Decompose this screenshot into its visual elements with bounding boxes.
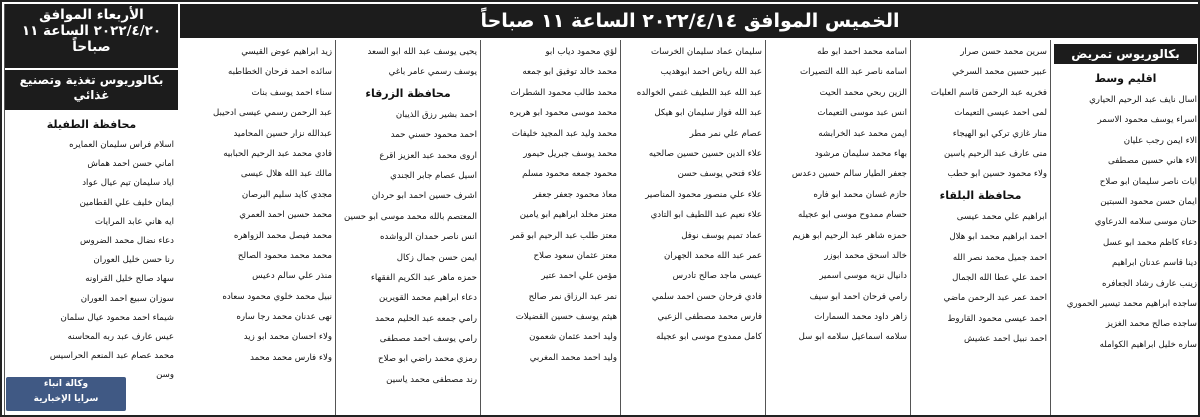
name-entry: محمد خالد توفيق ابو جمعه: [522, 67, 617, 78]
name-entry: نبيل محمد خلوي محمود سعاده: [222, 291, 332, 302]
nutrition-badge: بكالوريوس تغذية وتصنيع غذائي: [5, 70, 178, 110]
left-schedule-block: [4, 4, 178, 415]
name-entry: ساجده صالح محمد الغزيز: [1105, 319, 1197, 330]
name-entry: رامي جمعه عبد الحليم محمد: [375, 313, 477, 324]
name-entry: ايه هاني عابد المرايات: [94, 216, 174, 227]
name-entry: علاء علي منصور محمود المناصير: [645, 189, 762, 200]
names-list: [484, 42, 617, 368]
name-entry: احمد عمر عبد الرحمن ماضي: [943, 293, 1047, 304]
name-entry: عبد الله رياض احمد ابوهديب: [660, 67, 762, 78]
name-entry: حازم غسان محمد ابو فاره: [813, 189, 907, 200]
name-entry: عمر عبد الله محمد الجهران: [663, 250, 762, 261]
name-entry: احمد بشير رزق الذيبان: [395, 109, 477, 120]
column-3: [765, 40, 910, 415]
name-entry: لمى احمد عيسى التعيمات: [954, 108, 1047, 119]
name-entry: محمد فيصل محمد الزواهره: [233, 230, 332, 241]
watermark-line-2: سرايا الإخبارية: [33, 394, 99, 404]
name-entry: مجدي كايد سليم البرصان: [241, 189, 332, 200]
name-entry: ايمان خليف علي القطامين: [79, 197, 174, 208]
left-date-header: الأربعاء الموافق ٢٠٢٢/٤/٢٠ الساعة ١١ صباحاً: [5, 4, 178, 68]
name-entry: عبدالله نزار حسين المحاميد: [233, 128, 332, 139]
name-entry: رامي فرحان احمد ابو سيف: [809, 291, 907, 302]
column-4: [620, 40, 765, 415]
name-entry: زينب عارف رشاد الجعافره: [1101, 278, 1197, 289]
name-entry: سناء احمد يوسف بنات: [251, 87, 332, 98]
name-entry: عبد الرحمن رسمي عيسى ادحيبل: [213, 108, 332, 119]
name-entry: سهاد صالح خليل القراونه: [85, 274, 174, 285]
name-entry: احمد علي عطا الله الجمال: [952, 272, 1047, 283]
name-entry: منار غازي تركي ابو الهيجاء: [952, 128, 1047, 139]
name-entry: اسيل عصام جابر الجندي: [390, 170, 477, 181]
name-entry: اروى محمد عبد العزيز اقرع: [379, 150, 477, 161]
name-entry: انس ناصر حمدان الرواشده: [380, 232, 477, 243]
names-list: [769, 42, 907, 348]
name-entry: رامي يوسف احمد مصطفى: [379, 334, 477, 345]
name-entry: زيد ابراهيم عوض القيسي: [241, 47, 332, 57]
name-entry: سليمان عماد سليمان الخرسات: [650, 47, 762, 57]
name-entry: ساره خليل ابراهيم الكوامله: [1099, 339, 1197, 350]
name-entry: وسن: [156, 370, 174, 381]
name-entry: علاء الدين حسين حسين صالحيه: [648, 148, 762, 159]
name-entry: نمر عبد الرزاق نمر صالح: [528, 291, 617, 302]
name-entry: ولاء احسان محمد ابو زيد: [243, 332, 332, 343]
names-list: [624, 42, 762, 348]
name-entry: منى عارف عبد الرحيم ياسين: [943, 148, 1047, 159]
name-entry: نهى عدنان محمد رجا ساره: [236, 312, 332, 323]
name-entry: دعاء ابراهيم محمد القويرين: [378, 293, 477, 304]
name-entry: احمد جميل محمد نصر الله: [952, 252, 1047, 263]
name-entry: ولاء محمود حسين ابو حطب: [947, 169, 1047, 180]
news-agency-watermark: [6, 377, 126, 411]
name-entry: احمد عيسى محمود القاروط: [947, 313, 1047, 324]
main-date-header: الخميس الموافق ٢٠٢٢/٤/١٤ الساعة ١١ صباحاً: [180, 4, 1200, 38]
name-entry: محمد عصام عبد المنعم الحراسيس: [49, 351, 174, 362]
name-entry: خالد اسحق محمد ابوزر: [824, 250, 907, 261]
name-entry: دانيال نزيه موسى اسمير: [819, 271, 907, 282]
name-entry: ايمن حسن جمال زكال: [396, 252, 477, 263]
name-entry: لؤي محمود دياب ابو: [545, 47, 617, 57]
name-entry: معاذ محمود جعفر جعفر: [533, 189, 617, 200]
name-entry: عيسى ماجد صالح تادرس: [672, 271, 762, 282]
name-entry: احمد محمود حسني حمد: [390, 130, 477, 141]
name-entry: رند مصطفى محمد ياسين: [386, 374, 477, 385]
name-entry: دينا قاسم عدنان ابراهيم: [1112, 258, 1197, 269]
name-entry: الزين ربحي محمد الحيت: [819, 87, 907, 98]
name-entry: الاء ايمن رجب عليان: [1123, 135, 1197, 146]
name-entry: ايات ناصر سليمان ابو صلاح: [1099, 176, 1197, 187]
name-entry: جعفر الطيار سالم حسين دعدس: [791, 169, 907, 180]
name-entry: وليد احمد عثمان شعمون: [529, 332, 617, 343]
name-entry: ساجده ابراهيم محمد تيسير الحموري: [1066, 298, 1197, 309]
name-entry: فخريه عبد الرحمن قاسم العليات: [930, 87, 1047, 98]
name-entry: عيس عارف عبد ربه المحاسنه: [67, 331, 174, 342]
name-entry: اشرف حسين احمد ابو حردان: [371, 191, 477, 202]
names-list: [1054, 90, 1197, 355]
name-entry: انس عبد موسى التعيمات: [817, 108, 907, 119]
name-entry: فادي محمد عبد الرحيم الحبابيه: [223, 148, 332, 159]
name-entry: محمد محمد محمود الصالح: [237, 250, 332, 261]
names-list: [339, 42, 477, 83]
column-2: [910, 40, 1050, 415]
name-entry: شيماء احمد محمود عيال سلمان: [60, 312, 174, 323]
name-entry: عبير حسين محمد السرخي: [952, 67, 1047, 78]
name-entry: احمد نبيل احمد عشيش: [964, 334, 1047, 345]
column-7: [180, 40, 335, 415]
name-entry: اسامه محمد احمد ابو طه: [817, 47, 907, 57]
name-entry: دعاء نضال محمد الضروس: [80, 235, 174, 246]
name-entry: عبد الله عبد اللطيف غنمي الخوالده: [636, 87, 762, 98]
name-entry: معتز عثمان سعود صلاح: [533, 250, 617, 261]
name-entry: فادي فرحان حسن احمد سلمي: [651, 291, 762, 302]
name-entry: وليد احمد محمد المغربي: [529, 352, 617, 363]
name-entry: عبد الله فواز سليمان ابو هيكل: [654, 108, 762, 119]
name-entry: هيثم يوسف حسين القضيلات: [515, 312, 617, 323]
name-entry: اسال نايف عبد الرحيم الحياري: [1089, 95, 1197, 105]
name-entry: فارس محمد مصطفى الزعبي: [657, 312, 762, 323]
name-entry: سرين محمد حسن صرار: [960, 47, 1047, 57]
name-entry: حمزه شاهر عبد الرحيم ابو هزيم: [792, 230, 907, 241]
name-entry: محمد طالب محمود الشطرات: [510, 87, 617, 98]
names-list: [914, 42, 1047, 185]
name-entry: ايمان حسن محمود السبتين: [1100, 196, 1197, 207]
nursing-badge: بكالوريوس تمريض: [1054, 44, 1197, 64]
name-entry: اسلام فراس سليمان العمايره: [69, 140, 174, 150]
name-entry: رنا حسن خليل العوران: [93, 255, 174, 266]
name-entry: بهاء محمد سليمان مرشود: [814, 148, 907, 159]
name-entry: معتز مخلد ابراهيم ابو يامين: [519, 210, 617, 221]
name-entry: حمزه ماهر عبد الكريم الفقهاء: [370, 272, 477, 283]
name-entry: دعاء كاظم محمد ابو عسل: [1103, 237, 1197, 248]
name-entry: رمزي محمد راضي ابو صلاح: [378, 354, 477, 365]
name-entry: علاء نعيم عبد اللطيف ابو التادي: [650, 210, 762, 221]
section-title-balqa: محافظة البلقاء: [939, 188, 1022, 202]
name-entry: اياد سليمان تيم عيال عواد: [82, 178, 174, 189]
name-entry: مالك عبد الله هلال عيسى: [240, 169, 332, 180]
section-title-tafileh: محافظة الطفيلة: [46, 118, 137, 131]
column-5: [480, 40, 620, 415]
name-entry: سائده احمد فرحان الخطاطبه: [228, 67, 332, 78]
name-entry: المعتصم بالله محمد موسى ابو حسين: [344, 211, 477, 222]
names-list-balqa: [914, 207, 1047, 350]
main-schedule-block: [180, 4, 1200, 415]
name-entry: محمد يوسف جبريل حيمور: [523, 148, 617, 159]
name-entry: ولاء فارس محمد محمد: [250, 352, 332, 363]
column-1: [1050, 40, 1200, 415]
name-entry: احمد ابراهيم محمد ابو هلال: [949, 232, 1047, 243]
name-entry: محمد وليد عبد المجيد خليفات: [511, 128, 617, 139]
section-title-zarqa: محافظة الزرقاء: [365, 86, 451, 100]
name-entry: حسام ممدوح موسى ابو عجيله: [798, 210, 907, 221]
name-entry: سوزان سبيع احمد العوران: [80, 293, 174, 304]
column-6: [335, 40, 480, 415]
watermark-line-1: وكالة انباء: [43, 379, 89, 389]
name-entry: اسراء يوسف محمود الاسمر: [1097, 115, 1197, 126]
names-list-tafileh: [5, 136, 178, 385]
names-list-zarqa: [339, 105, 477, 390]
section-title-central: اقليم وسط: [1094, 72, 1157, 85]
name-entry: الاء هاني حسين مصطفى: [1108, 156, 1197, 167]
name-columns: [180, 40, 1200, 415]
name-entry: علاء فتحي يوسف حسن: [677, 169, 762, 180]
name-entry: زاهر داود محمد السمارات: [814, 312, 907, 323]
name-entry: كامل ممدوح موسى ابو عجيله: [656, 332, 762, 343]
name-entry: معتز طلب عبد الرحيم ابو قمر: [510, 230, 617, 241]
name-entry: ايمن محمد عبد الخرابشه: [818, 128, 907, 139]
name-entry: عماد تميم يوسف نوفل: [681, 230, 762, 241]
name-entry: اماني حسن احمد هماش: [87, 159, 174, 170]
name-entry: ابراهيم علي محمد عيسى: [956, 211, 1047, 222]
name-entry: يوسف رسمي عامر باغي: [388, 67, 477, 78]
name-entry: محمد موسى محمود ابو هريره: [509, 108, 617, 119]
name-entry: حنان موسى سلامه الدرعاوي: [1094, 217, 1197, 228]
name-entry: مؤمن علي احمد عتير: [541, 271, 617, 282]
name-entry: سلامه اسماعيل سلامه ابو سل: [798, 332, 907, 343]
names-list: [183, 42, 332, 368]
name-entry: اسامه ناصر عبد الله التصيرات: [800, 67, 907, 78]
name-entry: يحيى يوسف عبد الله ابو السعد: [367, 47, 477, 57]
name-entry: منذر علي سالم دعيس: [252, 271, 332, 282]
name-entry: محمد حسين احمد العمري: [239, 210, 332, 221]
name-entry: محمود جمعه محمود مسلم: [522, 169, 617, 180]
name-entry: عصام علي نمر مطر: [689, 128, 762, 139]
